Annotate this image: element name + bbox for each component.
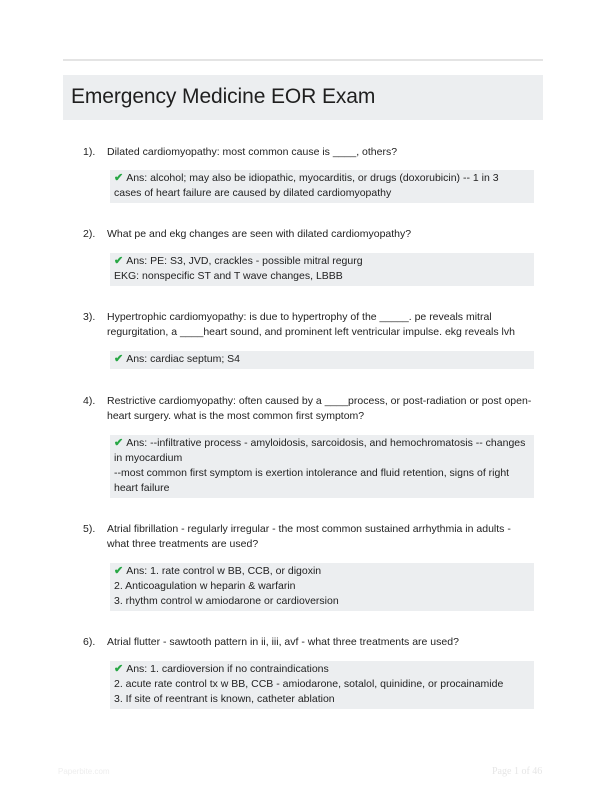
answer-line: 3. rhythm control w amiodarone or cardioversion (114, 595, 339, 607)
answer-line: cases of heart failure are caused by dilated cardiomyopathy (114, 187, 392, 199)
question-line: Hypertrophic cardiomyopathy: is due to hypertrophy of the _____. pe reveals mitral (107, 311, 492, 323)
check-icon: ✔ (114, 353, 124, 365)
answer-box (110, 435, 534, 498)
question-line: regurgitation, a ____heart sound, and prominent left ventricular impulse. ekg reveals lvh (107, 326, 515, 338)
question-number: 5). (83, 523, 96, 535)
question-text (107, 145, 539, 160)
answer-line (114, 254, 528, 269)
question-line: heart surgery. what is the most common first symptom? (107, 410, 365, 422)
answer-line (114, 352, 528, 367)
answer-text: Ans: 1. rate control w BB, CCB, or digoxin (126, 565, 322, 577)
question-text (107, 635, 539, 650)
question-number: 4). (83, 395, 96, 407)
question-number: 1). (83, 146, 96, 158)
document-title: Emergency Medicine EOR Exam (71, 85, 376, 108)
answer-box (110, 170, 534, 203)
answer-line (114, 436, 528, 451)
answer-line (114, 564, 528, 579)
footer-page-number: Page 1 of 46 (492, 766, 543, 777)
question-text (107, 394, 539, 424)
title-banner (63, 75, 543, 120)
answer-text: Ans: 1. cardioversion if no contraindications (126, 663, 329, 675)
question-number: 2). (83, 228, 96, 240)
answer-box (110, 563, 534, 611)
check-icon: ✔ (114, 437, 124, 449)
answer-line: 2. acute rate control tx w BB, CCB - amiodarone, sotalol, quinidine, or procainamide (114, 678, 504, 690)
answer-text: Ans: PE: S3, JVD, crackles - possible mitral regurg (126, 255, 363, 267)
answer-line: heart failure (114, 482, 170, 494)
answer-line: 3. If site of reentrant is known, catheter ablation (114, 693, 335, 705)
question-text (107, 227, 539, 242)
answer-line: --most common first symptom is exertion intolerance and fluid retention, signs of right (114, 467, 510, 479)
footer-site-watermark: Paperbite.com (58, 767, 110, 776)
answer-text: Ans: alcohol; may also be idiopathic, myocarditis, or drugs (doxorubicin) -- 1 in 3 (126, 172, 499, 184)
question-text (107, 522, 539, 552)
top-divider (63, 59, 543, 61)
check-icon: ✔ (114, 565, 124, 577)
answer-text: Ans: cardiac septum; S4 (126, 353, 241, 365)
answer-line (114, 171, 528, 186)
question-line: Dilated cardiomyopathy: most common cause is ____, others? (107, 146, 398, 158)
answer-line: in myocardium (114, 452, 183, 464)
answer-box (110, 253, 534, 286)
answer-line (114, 662, 528, 677)
answer-box (110, 351, 534, 369)
question-text (107, 310, 539, 340)
answer-box (110, 661, 534, 709)
check-icon: ✔ (114, 663, 124, 675)
question-number: 6). (83, 636, 96, 648)
question-line: Atrial fibrillation - regularly irregular - the most common sustained arrhythmia in adults - (107, 523, 511, 535)
answer-text: Ans: --infiltrative process - amyloidosis, sarcoidosis, and hemochromatosis -- changes (126, 437, 526, 449)
answer-line: 2. Anticoagulation w heparin & warfarin (114, 580, 296, 592)
question-line: What pe and ekg changes are seen with dilated cardiomyopathy? (107, 228, 412, 240)
check-icon: ✔ (114, 172, 124, 184)
answer-line: EKG: nonspecific ST and T wave changes, LBBB (114, 270, 343, 282)
question-line: Restrictive cardiomyopathy: often caused by a ____process, or post-radiation or post open- (107, 395, 532, 407)
check-icon: ✔ (114, 255, 124, 267)
question-line: Atrial flutter - sawtooth pattern in ii, iii, avf - what three treatments are used? (107, 636, 459, 648)
question-number: 3). (83, 311, 96, 323)
question-line: what three treatments are used? (107, 538, 259, 550)
